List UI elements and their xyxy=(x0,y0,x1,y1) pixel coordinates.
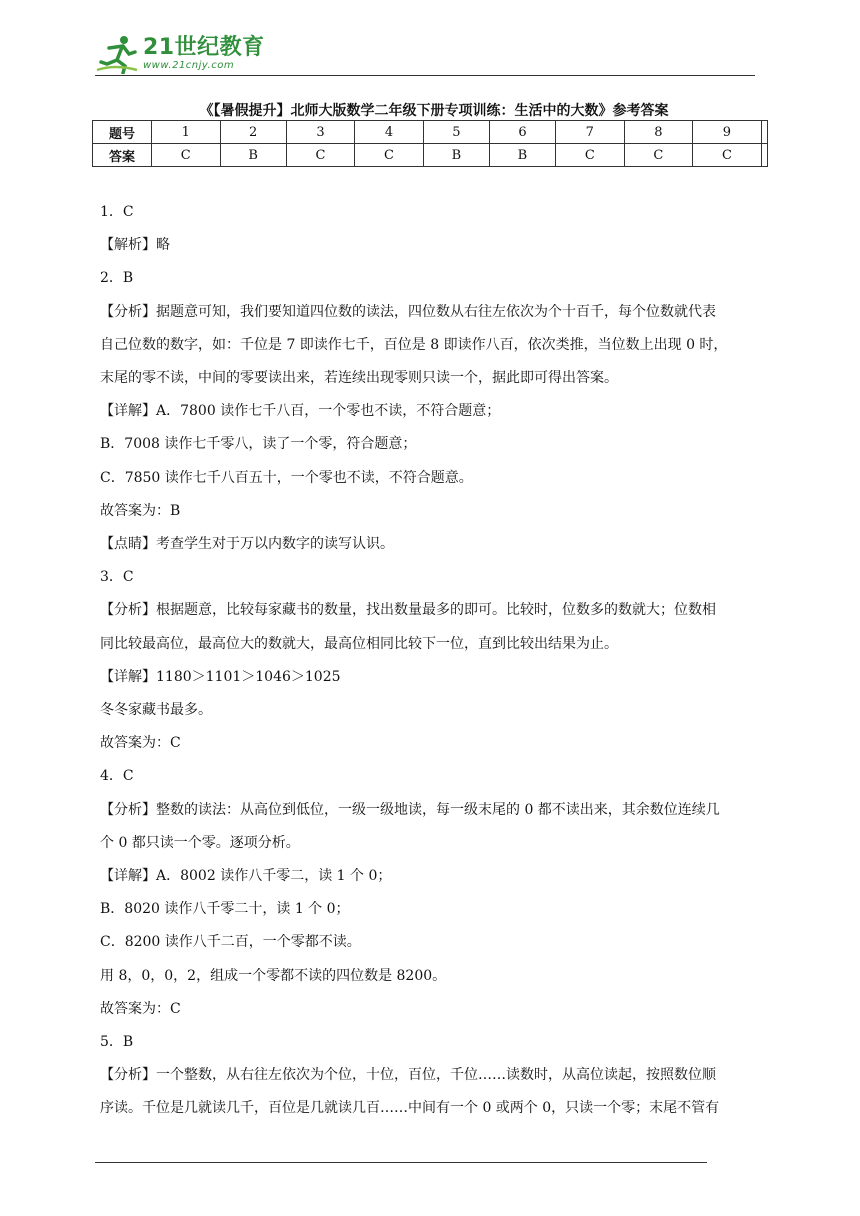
table-cell: C xyxy=(624,144,693,167)
text-line: B．7008 读作七千零八，读了一个零，符合题意； xyxy=(100,436,417,453)
text-line: 末尾的零不读，中间的零要读出来，若连续出现零则只读一个，据此即可得出答案。 xyxy=(100,370,618,387)
logo-main-text: 21世纪教育 xyxy=(143,35,265,60)
text-line: 个 0 都只读一个零。逐项分析。 xyxy=(100,834,300,851)
text-line: 【解析】略 xyxy=(100,237,170,254)
question-number-row xyxy=(93,121,768,144)
table-cell: 5 xyxy=(423,121,489,144)
text-line: 2．B xyxy=(100,270,134,287)
text-line: 自己位数的数字，如：千位是 7 即读作七千，百位是 8 即读作八百，依次类推，当位数上出现 0 时， xyxy=(100,336,728,353)
table-cell: 4 xyxy=(355,121,424,144)
table-cell: B xyxy=(220,144,286,167)
text-line: C．8200 读作八千二百，一个零都不读。 xyxy=(100,934,361,951)
answer-table xyxy=(92,120,768,167)
table-cell: 1 xyxy=(152,121,221,144)
table-cell xyxy=(761,121,767,144)
table-cell: C xyxy=(152,144,221,167)
text-line: 【详解】A．8002 读作八千零二，读 1 个 0； xyxy=(100,868,392,885)
table-cell: 2 xyxy=(220,121,286,144)
text-line: 【点睛】考查学生对于万以内数字的读写认识。 xyxy=(100,536,394,553)
table-cell: C xyxy=(556,144,625,167)
text-line: 【分析】一个整数，从右往左依次为个位，十位，百位，千位……读数时，从高位读起，按照数位顺 xyxy=(100,1067,716,1084)
document-title: 《【暑假提升】北师大版数学二年级下册专项训练：生活中的大数》参考答案 xyxy=(199,103,669,119)
text-line: B．8020 读作八千零二十，读 1 个 0； xyxy=(100,901,350,918)
text-line: 【分析】据题意可知，我们要知道四位数的读法，四位数从右往左依次为个十百千，每个位数就代表 xyxy=(100,303,716,320)
text-line: 【详解】1180＞1101＞1046＞1025 xyxy=(100,668,341,685)
table-cell: 6 xyxy=(489,121,555,144)
text-line: 用 8，0，0，2，组成一个零都不读的四位数是 8200。 xyxy=(100,967,447,984)
table-cell: 9 xyxy=(693,121,762,144)
table-cell: B xyxy=(423,144,489,167)
runner-logo-icon xyxy=(95,34,139,74)
text-line: 冬冬家藏书最多。 xyxy=(100,702,212,719)
row-label-question: 题号 xyxy=(93,121,152,144)
row-label-answer: 答案 xyxy=(93,144,152,167)
text-line: 【详解】A．7800 读作七千八百，一个零也不读，不符合题意； xyxy=(100,403,501,420)
table-cell: 3 xyxy=(286,121,355,144)
text-line: 故答案为：C xyxy=(100,1000,181,1017)
table-cell: C xyxy=(286,144,355,167)
table-cell: C xyxy=(693,144,762,167)
text-line: C．7850 读作七千八百五十，一个零也不读，不符合题意。 xyxy=(100,469,473,486)
logo-url-text: www.21cnjy.com xyxy=(143,60,235,71)
table-cell xyxy=(761,144,767,167)
header-divider xyxy=(95,75,755,76)
text-line: 故答案为：B xyxy=(100,502,181,519)
table-cell: C xyxy=(355,144,424,167)
text-line: 故答案为：C xyxy=(100,735,181,752)
text-line: 5．B xyxy=(100,1034,134,1051)
table-cell: 8 xyxy=(624,121,693,144)
text-line: 3．C xyxy=(100,569,134,586)
footer-divider xyxy=(95,1162,707,1163)
table-cell: 7 xyxy=(556,121,625,144)
table-cell: B xyxy=(489,144,555,167)
logo xyxy=(95,34,265,74)
answer-explanations xyxy=(100,196,770,1126)
text-line: 4．C xyxy=(100,768,134,785)
text-line: 序读。千位是几就读几千，百位是几就读几百……中间有一个 0 或两个 0，只读一个零；末尾不管有 xyxy=(100,1100,720,1117)
text-line: 【分析】根据题意，比较每家藏书的数量，找出数量最多的即可。比较时，位数多的数就大；位数相 xyxy=(100,602,716,619)
answer-row xyxy=(93,144,768,167)
text-line: 1．C xyxy=(100,204,134,220)
text-line: 【分析】整数的读法：从高位到低位，一级一级地读，每一级末尾的 0 都不读出来，其余数位连续几 xyxy=(100,801,720,818)
text-line: 同比较最高位，最高位大的数就大，最高位相同比较下一位，直到比较出结果为止。 xyxy=(100,635,618,652)
page-header xyxy=(95,30,755,78)
